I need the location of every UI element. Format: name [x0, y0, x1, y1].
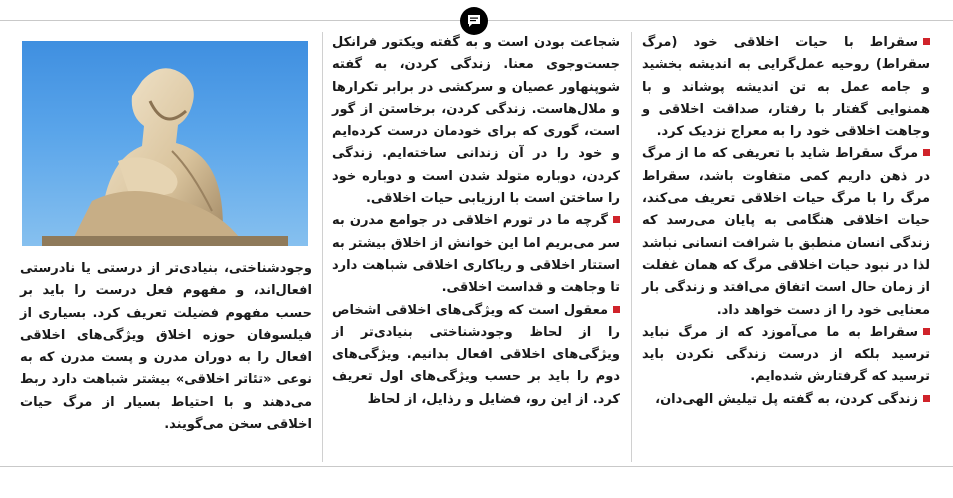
- bullet-icon: [613, 216, 620, 223]
- paragraph-text: معقول است که ویژگی‌های اخلاقی اشخاص را از لحاظ وجودشناختی بنیادی‌تر از ویژگی‌های اخلاقی افعال بدانیم. ویژگی‌های دوم را باید بر حسب ویژگی‌های اول تعریف کرد. از این رو، فضایل و رذایل، از لحاظ: [332, 302, 620, 407]
- statue-icon: [22, 41, 308, 246]
- bottom-rule: [0, 466, 953, 467]
- paragraph-text: شجاعت بودن است و به گفته ویکتور فرانکل جست‌وجوی معنا. زندگی کردن، به گفته شوپنهاور عصیان و سرکشی در برابر تکرارها و ملال‌هاست. زندگی کردن، برخاستن از گور است، گوری که برای خودمان درست کرده‌ایم و خود را در آن زندانی ساخته‌ایم. زندگی کردن، دوباره متولد شدن است و دوباره خود را ساختن است با ارزیابی حیات اخلاقی.: [332, 35, 620, 207]
- comment-icon: [466, 13, 482, 29]
- bullet-icon: [923, 38, 930, 45]
- column-divider: [322, 32, 323, 462]
- paragraph: [332, 32, 620, 210]
- paragraph: [20, 258, 312, 436]
- statue-photo: [22, 41, 308, 246]
- paragraph-text: گرچه ما در تورم اخلاقی در جوامع مدرن به سر می‌بریم اما این خوانش از اخلاق بیشتر به استتار اخلاقی و ریاکاری اخلاقی شباهت دارد تا وجاهت و قداست اخلاقی.: [332, 213, 620, 296]
- column-middle: [332, 32, 620, 411]
- column-left: [20, 258, 312, 436]
- paragraph: [642, 322, 930, 389]
- bullet-icon: [923, 149, 930, 156]
- paragraph: [332, 210, 620, 299]
- comment-badge: [460, 7, 488, 35]
- bullet-icon: [923, 395, 930, 402]
- column-divider: [631, 32, 632, 462]
- column-right: [642, 32, 930, 411]
- bullet-icon: [923, 328, 930, 335]
- paragraph-text: سقراط به ما می‌آموزد که از مرگ نباید ترسید بلکه از درست زندگی نکردن باید ترسید که گرفتارش شده‌ایم.: [642, 324, 930, 385]
- paragraph-text: سقراط با حیات اخلاقی خود (مرگ سقراط) روحیه عمل‌گرایی به اندیشه بخشید و جامه عمل به تن اندیشه پوشاند و با همنوایی گفتار با رفتار، صداقت اخلاقی و وجاهت اخلاقی خود را به معراج نزدیک کرد.: [642, 35, 930, 140]
- paragraph-text: وجودشناختی، بنیادی‌تر از درستی یا نادرستی افعال‌اند، و مفهوم فعل درست را باید بر حسب مفهوم فضیلت تعریف کرد. بسیاری از فیلسوفان حوزه اخلاق ویژگی‌های اخلاقی افعال را به دوران مدرن و پست مدرن که به نوعی «تئاتر اخلاقی» بیشتر شباهت دارد ربط می‌دهند و با احتیاط بسیار از مرگ حیات اخلاقی سخن می‌گویند.: [20, 261, 312, 433]
- paragraph: [332, 300, 620, 411]
- paragraph: [642, 32, 930, 143]
- paragraph-text: زندگی کردن، به گفته پل تیلیش الهی‌دان،: [655, 391, 918, 407]
- paragraph: [642, 389, 930, 411]
- paragraph: [642, 143, 930, 321]
- bullet-icon: [613, 306, 620, 313]
- paragraph-text: مرگ سقراط شاید با تعریفی که ما از مرگ در ذهن داریم کمی متفاوت باشد، سقراط مرگ را با مرگ حیات اخلاقی تعریف می‌کند، حیات اخلاقی هنگامی به پایان می‌رسد که زندگی انسان منطبق با شرافت انسانی نباشد لذا در نبود حیات اخلاقی مرگ که همان غفلت از زمان حال است اتفاق می‌افتد و زندگی بار معنایی خود را از دست خواهد داد.: [642, 146, 930, 318]
